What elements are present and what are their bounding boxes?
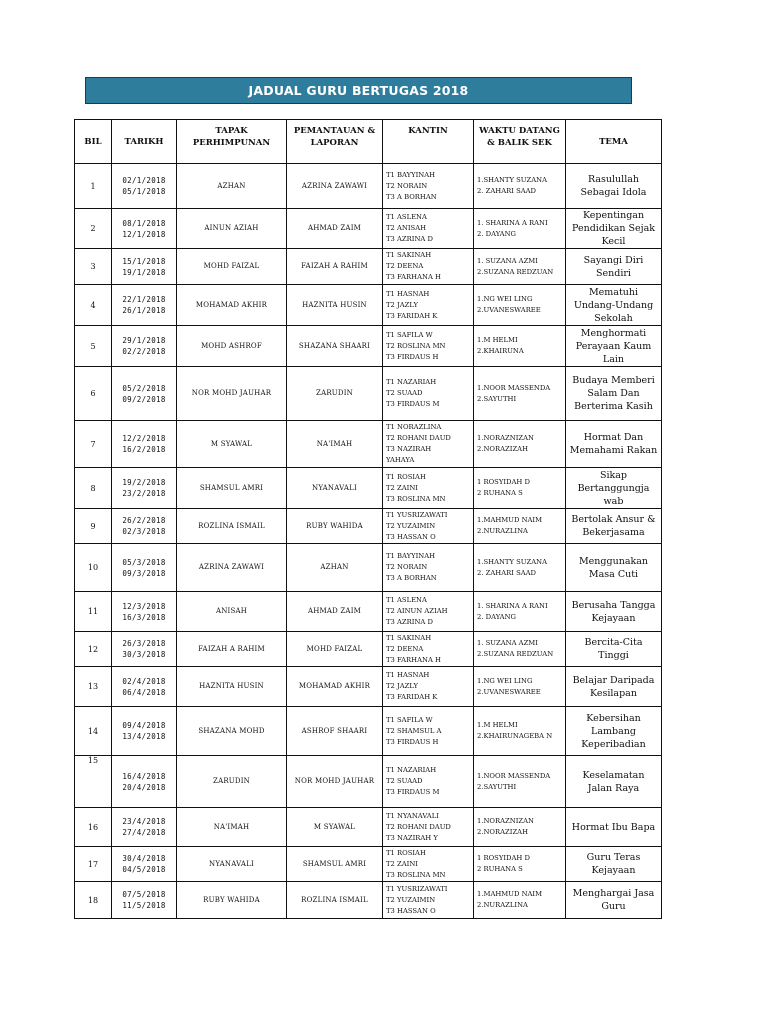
table-row bbox=[75, 249, 662, 285]
cell-pemantauan: ROZLINA ISMAIL bbox=[287, 882, 383, 919]
cell-tema: Sayangi Diri Sendiri bbox=[566, 249, 662, 285]
cell-kantin-line: T2 DEENA bbox=[386, 262, 424, 270]
cell-waktu bbox=[474, 882, 566, 919]
cell-tapak-perhimpunan: ZARUDIN bbox=[177, 756, 287, 808]
cell-tapak-perhimpunan: AZRINA ZAWAWI bbox=[177, 544, 287, 592]
cell-tapak-perhimpunan: FAIZAH A RAHIM bbox=[177, 632, 287, 667]
cell-kantin bbox=[383, 544, 474, 592]
table-row bbox=[75, 667, 662, 707]
cell-tarikh-line: 16/2/2018 bbox=[122, 445, 166, 454]
cell-kantin-line: T1 NAZARIAH bbox=[386, 766, 437, 774]
cell-kantin-line: T3 FARIDAH K bbox=[386, 693, 438, 701]
cell-kantin bbox=[383, 164, 474, 209]
cell-kantin bbox=[383, 421, 474, 468]
cell-kantin-line: T3 A BORHAN bbox=[386, 192, 437, 201]
cell-tarikh-line: 05/3/2018 bbox=[122, 557, 166, 567]
table-row bbox=[75, 544, 662, 592]
cell-waktu bbox=[474, 468, 566, 509]
cell-waktu-line: 2.NORAZIZAH bbox=[477, 828, 528, 836]
duty-schedule-table bbox=[74, 119, 662, 919]
header-tema: TEMA bbox=[566, 120, 662, 164]
cell-tarikh-line: 15/1/2018 bbox=[122, 256, 166, 266]
table-row bbox=[75, 632, 662, 667]
cell-tapak-perhimpunan: SHAZANA MOHD bbox=[177, 707, 287, 756]
cell-kantin-line: T3 HASSAN O bbox=[386, 532, 436, 541]
table-row bbox=[75, 882, 662, 919]
cell-kantin-line: T3 FIRDAUS M bbox=[386, 788, 440, 796]
cell-pemantauan: SHAMSUL AMRI bbox=[287, 847, 383, 882]
cell-tarikh-line: 06/4/2018 bbox=[122, 687, 166, 697]
table-row bbox=[75, 592, 662, 632]
cell-waktu-line: 2. ZAHARI SAAD bbox=[477, 568, 536, 577]
cell-bil: 5 bbox=[75, 326, 112, 367]
cell-bil: 12 bbox=[75, 632, 112, 667]
cell-kantin bbox=[383, 707, 474, 756]
cell-pemantauan: FAIZAH A RAHIM bbox=[287, 249, 383, 285]
cell-tarikh-line: 07/5/2018 bbox=[122, 890, 166, 899]
cell-waktu-line: 1.NORAZNIZAN bbox=[477, 817, 534, 825]
cell-tarikh-line: 19/2/2018 bbox=[122, 478, 166, 487]
table-row bbox=[75, 847, 662, 882]
cell-tarikh-line: 27/4/2018 bbox=[122, 828, 166, 837]
cell-pemantauan: MOHD FAIZAL bbox=[287, 632, 383, 667]
cell-kantin-line: T1 SAFILA W bbox=[386, 715, 433, 724]
cell-pemantauan: SHAZANA SHAARI bbox=[287, 326, 383, 367]
cell-waktu-line: 2 RUHANA S bbox=[477, 489, 523, 497]
cell-tarikh-line: 02/4/2018 bbox=[122, 676, 166, 686]
cell-tarikh-line: 26/3/2018 bbox=[122, 639, 166, 648]
cell-tarikh-line: 22/1/2018 bbox=[122, 295, 166, 304]
cell-tarikh-line: 30/4/2018 bbox=[122, 854, 166, 863]
cell-waktu-line: 2. ZAHARI SAAD bbox=[477, 187, 536, 195]
cell-waktu-line: 1. SHARINA A RANI bbox=[477, 218, 548, 227]
cell-kantin-line: T2 SHAMSUL A bbox=[386, 726, 442, 735]
cell-tema: Kepentingan Pendidikan Sejak Kecil bbox=[566, 209, 662, 249]
cell-waktu-line: 2. DAYANG bbox=[477, 229, 516, 238]
cell-tarikh bbox=[112, 509, 177, 544]
cell-pemantauan: ZARUDIN bbox=[287, 367, 383, 421]
cell-waktu-line: 2.UVANESWAREE bbox=[477, 687, 541, 696]
cell-pemantauan: AZRINA ZAWAWI bbox=[287, 164, 383, 209]
cell-tarikh-line: 20/4/2018 bbox=[122, 782, 166, 792]
cell-kantin-line: T1 YUSRIZAWATI bbox=[386, 510, 448, 519]
cell-kantin-line: T2 ROSLINA MN bbox=[386, 341, 446, 350]
cell-tema: Bertolak Ansur & Bekerjasama bbox=[566, 509, 662, 544]
cell-kantin-line: T1 SAKINAH bbox=[386, 633, 432, 642]
cell-tarikh-line: 04/5/2018 bbox=[122, 865, 166, 874]
cell-tarikh-line: 09/4/2018 bbox=[122, 721, 166, 730]
cell-kantin-line: T3 HASSAN O bbox=[386, 906, 436, 915]
cell-kantin-line: T1 HASNAH bbox=[386, 289, 430, 298]
cell-tapak-perhimpunan: MOHAMAD AKHIR bbox=[177, 285, 287, 326]
cell-waktu-line: 1.MAHMUD NAIM bbox=[477, 516, 543, 524]
cell-pemantauan: NOR MOHD JAUHAR bbox=[287, 756, 383, 808]
cell-waktu-line: 2 RUHANA S bbox=[477, 865, 523, 873]
header-tarikh: TARIKH bbox=[112, 120, 177, 164]
cell-tema: Budaya Memberi Salam Dan Berterima Kasih bbox=[566, 367, 662, 421]
cell-tema: Sikap Bertanggungja wab bbox=[566, 468, 662, 509]
cell-tarikh-line: 23/4/2018 bbox=[122, 817, 166, 826]
cell-waktu-line: 1.NG WEI LING bbox=[477, 295, 533, 303]
table-row bbox=[75, 209, 662, 249]
cell-tarikh-line: 05/2/2018 bbox=[122, 383, 166, 393]
cell-waktu-line: 2.KHAIRUNA bbox=[477, 347, 524, 355]
cell-tarikh-line: 05/1/2018 bbox=[122, 187, 166, 196]
cell-tarikh-line: 26/2/2018 bbox=[122, 516, 166, 525]
cell-kantin-line: T1 ROSIAH bbox=[386, 472, 426, 481]
cell-waktu bbox=[474, 756, 566, 808]
cell-tarikh-line: 02/2/2018 bbox=[122, 347, 166, 356]
cell-bil: 13 bbox=[75, 667, 112, 707]
cell-waktu bbox=[474, 249, 566, 285]
cell-tarikh bbox=[112, 632, 177, 667]
cell-tapak-perhimpunan: M SYAWAL bbox=[177, 421, 287, 468]
cell-tema: Mematuhi Undang-Undang Sekolah bbox=[566, 285, 662, 326]
cell-tema: Bercita-Cita Tinggi bbox=[566, 632, 662, 667]
cell-waktu-line: 1. SUZANA AZMI bbox=[477, 256, 538, 265]
cell-waktu-line: 2.NURAZLINA bbox=[477, 901, 528, 909]
cell-tarikh bbox=[112, 421, 177, 468]
cell-tarikh-line: 13/4/2018 bbox=[122, 732, 166, 741]
cell-kantin bbox=[383, 592, 474, 632]
cell-kantin bbox=[383, 882, 474, 919]
cell-waktu-line: 2.UVANESWAREE bbox=[477, 306, 541, 314]
cell-pemantauan: HAZNITA HUSIN bbox=[287, 285, 383, 326]
cell-kantin-line: T1 ROSIAH bbox=[386, 848, 426, 857]
cell-waktu-line: 1.NORAZNIZAN bbox=[477, 434, 534, 442]
cell-tarikh-line: 12/3/2018 bbox=[122, 601, 166, 611]
cell-pemantauan: AZHAN bbox=[287, 544, 383, 592]
cell-waktu-line: 1.NOOR MASSENDA bbox=[477, 383, 551, 392]
cell-tema: Menghormati Perayaan Kaum Lain bbox=[566, 326, 662, 367]
cell-kantin bbox=[383, 632, 474, 667]
cell-kantin-line: T3 AZRINA D bbox=[386, 618, 433, 626]
cell-tarikh bbox=[112, 249, 177, 285]
page-title: JADUAL GURU BERTUGAS 2018 bbox=[248, 83, 469, 98]
cell-kantin-line: T2 ROHANI DAUD bbox=[386, 822, 451, 831]
cell-kantin-line: T2 YUZAIMIN bbox=[386, 521, 436, 530]
table-row bbox=[75, 421, 662, 468]
cell-kantin-line: T3 FARHANA H bbox=[386, 273, 441, 281]
cell-waktu bbox=[474, 421, 566, 468]
cell-pemantauan: AHMAD ZAIM bbox=[287, 209, 383, 249]
cell-waktu-line: 1. SUZANA AZMI bbox=[477, 639, 538, 647]
table-row bbox=[75, 707, 662, 756]
cell-tarikh bbox=[112, 209, 177, 249]
cell-bil: 8 bbox=[75, 468, 112, 509]
cell-kantin bbox=[383, 249, 474, 285]
table-row bbox=[75, 367, 662, 421]
cell-waktu bbox=[474, 808, 566, 847]
cell-kantin-line: T2 ZAINI bbox=[386, 483, 418, 492]
cell-waktu bbox=[474, 509, 566, 544]
cell-kantin bbox=[383, 326, 474, 367]
cell-waktu bbox=[474, 667, 566, 707]
cell-tarikh bbox=[112, 367, 177, 421]
cell-kantin-line: T3 NAZIRAH Y bbox=[386, 833, 438, 842]
cell-tarikh bbox=[112, 164, 177, 209]
cell-bil: 4 bbox=[75, 285, 112, 326]
cell-waktu-line: 2.NORAZIZAH bbox=[477, 445, 528, 453]
cell-kantin bbox=[383, 808, 474, 847]
cell-waktu-line: 1.NOOR MASSENDA bbox=[477, 771, 551, 780]
cell-tarikh-line: 16/3/2018 bbox=[122, 612, 166, 622]
table-row bbox=[75, 285, 662, 326]
cell-kantin-line: T2 SUAAD bbox=[386, 777, 423, 785]
cell-pemantauan: NA'IMAH bbox=[287, 421, 383, 468]
cell-waktu-line: 1 ROSYIDAH D bbox=[477, 478, 530, 486]
cell-kantin-line: T3 AZRINA D bbox=[386, 235, 433, 243]
cell-tarikh bbox=[112, 707, 177, 756]
cell-waktu-line: 2.KHAIRUNAGEBA N bbox=[477, 732, 553, 740]
cell-tapak-perhimpunan: MOHD ASHROF bbox=[177, 326, 287, 367]
cell-waktu bbox=[474, 285, 566, 326]
cell-waktu-line: 1.M HELMI bbox=[477, 336, 518, 344]
cell-waktu-line: 1.SHANTY SUZANA bbox=[477, 176, 547, 184]
cell-waktu-line: 2.SAYUTHI bbox=[477, 782, 517, 791]
cell-pemantauan: AHMAD ZAIM bbox=[287, 592, 383, 632]
cell-tema: Guru Teras Kejayaan bbox=[566, 847, 662, 882]
cell-kantin-line: T3 FARIDAH K bbox=[386, 311, 438, 320]
cell-waktu bbox=[474, 592, 566, 632]
cell-bil: 11 bbox=[75, 592, 112, 632]
cell-tema: Hormat Ibu Bapa bbox=[566, 808, 662, 847]
cell-kantin-line: T2 JAZLY bbox=[386, 682, 418, 690]
cell-bil: 9 bbox=[75, 509, 112, 544]
header-pemantauan: PEMANTAUAN & LAPORAN bbox=[287, 120, 383, 164]
cell-tarikh-line: 11/5/2018 bbox=[122, 901, 166, 910]
header-bil: BIL bbox=[75, 120, 112, 164]
cell-tapak-perhimpunan: AZHAN bbox=[177, 164, 287, 209]
cell-tema: Rasulullah Sebagai Idola bbox=[566, 164, 662, 209]
cell-kantin-line: T2 ROHANI DAUD bbox=[386, 434, 451, 442]
cell-kantin-line: T3 FIRDAUS H bbox=[386, 352, 439, 361]
cell-kantin bbox=[383, 847, 474, 882]
cell-pemantauan: ASHROF SHAARI bbox=[287, 707, 383, 756]
cell-kantin-line: T3 ROSLINA MN bbox=[386, 870, 446, 879]
cell-bil: 2 bbox=[75, 209, 112, 249]
cell-bil: 3 bbox=[75, 249, 112, 285]
cell-kantin bbox=[383, 209, 474, 249]
cell-kantin-line: YAHAYA bbox=[386, 456, 415, 464]
cell-bil: 10 bbox=[75, 544, 112, 592]
cell-tarikh-line: 29/1/2018 bbox=[122, 336, 166, 345]
cell-kantin-line: T1 ASLENA bbox=[386, 596, 427, 604]
cell-tema: Kebersihan Lambang Keperibadian bbox=[566, 707, 662, 756]
cell-tapak-perhimpunan: RUBY WAHIDA bbox=[177, 882, 287, 919]
cell-kantin-line: T3 A BORHAN bbox=[386, 574, 437, 582]
cell-tarikh-line: 23/2/2018 bbox=[122, 489, 166, 498]
cell-waktu bbox=[474, 632, 566, 667]
cell-tema: Berusaha Tangga Kejayaan bbox=[566, 592, 662, 632]
cell-tarikh-line: 09/3/2018 bbox=[122, 568, 166, 578]
cell-waktu bbox=[474, 367, 566, 421]
cell-waktu-line: 1.SHANTY SUZANA bbox=[477, 557, 547, 566]
cell-waktu-line: 2. DAYANG bbox=[477, 612, 516, 621]
cell-tarikh bbox=[112, 285, 177, 326]
cell-tarikh-line: 30/3/2018 bbox=[122, 650, 166, 659]
cell-kantin-line: T2 NORAIN bbox=[386, 181, 428, 190]
cell-tarikh-line: 19/1/2018 bbox=[122, 267, 166, 277]
cell-bil: 1 bbox=[75, 164, 112, 209]
cell-tarikh-line: 02/3/2018 bbox=[122, 527, 166, 536]
cell-waktu-line: 2.NURAZLINA bbox=[477, 527, 528, 535]
cell-kantin-line: T2 AINUN AZIAH bbox=[386, 607, 448, 615]
cell-tema: Menggunakan Masa Cuti bbox=[566, 544, 662, 592]
cell-bil: 18 bbox=[75, 882, 112, 919]
cell-tarikh bbox=[112, 592, 177, 632]
cell-tapak-perhimpunan: HAZNITA HUSIN bbox=[177, 667, 287, 707]
cell-kantin-line: T1 HASNAH bbox=[386, 671, 430, 679]
cell-kantin-line: T1 SAKINAH bbox=[386, 251, 432, 259]
cell-tapak-perhimpunan: ROZLINA ISMAIL bbox=[177, 509, 287, 544]
cell-bil: 6 bbox=[75, 367, 112, 421]
cell-tarikh-line: 08/1/2018 bbox=[122, 218, 166, 228]
cell-kantin bbox=[383, 367, 474, 421]
cell-tarikh bbox=[112, 882, 177, 919]
cell-kantin-line: T3 FIRDAUS H bbox=[386, 737, 439, 746]
cell-tema: Menghargai Jasa Guru bbox=[566, 882, 662, 919]
cell-tarikh-line: 12/1/2018 bbox=[122, 229, 166, 239]
cell-tarikh-line: 26/1/2018 bbox=[122, 306, 166, 315]
cell-pemantauan: M SYAWAL bbox=[287, 808, 383, 847]
cell-kantin-line: T1 ASLENA bbox=[386, 213, 427, 221]
cell-tarikh bbox=[112, 808, 177, 847]
cell-waktu-line: 1. SHARINA A RANI bbox=[477, 601, 548, 610]
cell-kantin-line: T1 BAYYINAH bbox=[386, 170, 436, 179]
cell-tarikh-line: 02/1/2018 bbox=[122, 176, 166, 185]
cell-waktu bbox=[474, 164, 566, 209]
cell-kantin-line: T2 DEENA bbox=[386, 644, 424, 653]
cell-bil: 16 bbox=[75, 808, 112, 847]
cell-kantin bbox=[383, 285, 474, 326]
table-row bbox=[75, 164, 662, 209]
table-row bbox=[75, 326, 662, 367]
cell-bil: 14 bbox=[75, 707, 112, 756]
cell-kantin-line: T2 YUZAIMIN bbox=[386, 895, 436, 904]
cell-kantin bbox=[383, 756, 474, 808]
table-row bbox=[75, 808, 662, 847]
cell-kantin-line: T1 BAYYINAH bbox=[386, 552, 436, 560]
cell-tapak-perhimpunan: NA'IMAH bbox=[177, 808, 287, 847]
cell-tarikh bbox=[112, 468, 177, 509]
cell-kantin-line: T2 JAZLY bbox=[386, 300, 418, 309]
cell-kantin-line: T3 FARHANA H bbox=[386, 655, 441, 664]
cell-waktu bbox=[474, 326, 566, 367]
cell-pemantauan: NYANAVALI bbox=[287, 468, 383, 509]
cell-tarikh bbox=[112, 544, 177, 592]
cell-tapak-perhimpunan: SHAMSUL AMRI bbox=[177, 468, 287, 509]
cell-tapak-perhimpunan: NYANAVALI bbox=[177, 847, 287, 882]
cell-tapak-perhimpunan: ANISAH bbox=[177, 592, 287, 632]
cell-waktu bbox=[474, 209, 566, 249]
cell-waktu-line: 2.SAYUTHI bbox=[477, 394, 517, 403]
cell-waktu-line: 1.NG WEI LING bbox=[477, 676, 533, 685]
cell-tapak-perhimpunan: AINUN AZIAH bbox=[177, 209, 287, 249]
header-kantin: KANTIN bbox=[383, 120, 474, 164]
table-row bbox=[75, 468, 662, 509]
table-row bbox=[75, 509, 662, 544]
cell-waktu bbox=[474, 544, 566, 592]
cell-tarikh bbox=[112, 756, 177, 808]
cell-kantin-line: T1 NYANAVALI bbox=[386, 811, 439, 820]
cell-kantin-line: T3 NAZIRAH bbox=[386, 445, 432, 453]
header-waktu: WAKTU DATANG & BALIK SEK bbox=[474, 120, 566, 164]
cell-waktu-line: 1.MAHMUD NAIM bbox=[477, 890, 543, 898]
cell-waktu-line: 2.SUZANA REDZUAN bbox=[477, 650, 554, 658]
cell-kantin-line: T1 YUSRIZAWATI bbox=[386, 884, 448, 893]
cell-waktu bbox=[474, 847, 566, 882]
cell-waktu-line: 1.M HELMI bbox=[477, 721, 518, 729]
cell-tarikh bbox=[112, 847, 177, 882]
cell-tarikh-line: 16/4/2018 bbox=[122, 771, 166, 781]
cell-waktu-line: 2.SUZANA REDZUAN bbox=[477, 267, 554, 276]
cell-tarikh-line: 12/2/2018 bbox=[122, 434, 166, 443]
cell-waktu-line: 1 ROSYIDAH D bbox=[477, 854, 530, 862]
cell-bil: 15 bbox=[75, 756, 112, 808]
cell-kantin-line: T1 NAZARIAH bbox=[386, 378, 437, 386]
cell-tarikh-line: 09/2/2018 bbox=[122, 394, 166, 404]
cell-kantin-line: T3 ROSLINA MN bbox=[386, 494, 446, 503]
cell-kantin bbox=[383, 468, 474, 509]
header-row bbox=[75, 120, 662, 164]
cell-kantin-line: T3 FIRDAUS M bbox=[386, 400, 440, 408]
cell-pemantauan: MOHAMAD AKHIR bbox=[287, 667, 383, 707]
cell-waktu bbox=[474, 707, 566, 756]
table-body bbox=[75, 164, 662, 919]
header-tapak: TAPAK PERHIMPUNAN bbox=[177, 120, 287, 164]
cell-tapak-perhimpunan: MOHD FAIZAL bbox=[177, 249, 287, 285]
cell-tema: Keselamatan Jalan Raya bbox=[566, 756, 662, 808]
cell-kantin bbox=[383, 509, 474, 544]
cell-tarikh bbox=[112, 326, 177, 367]
cell-bil: 7 bbox=[75, 421, 112, 468]
cell-tema: Belajar Daripada Kesilapan bbox=[566, 667, 662, 707]
cell-tarikh bbox=[112, 667, 177, 707]
cell-kantin-line: T1 NORAZLINA bbox=[386, 423, 442, 431]
table-row bbox=[75, 756, 662, 808]
cell-tema: Hormat Dan Memahami Rakan bbox=[566, 421, 662, 468]
cell-pemantauan: RUBY WAHIDA bbox=[287, 509, 383, 544]
cell-kantin-line: T2 ANISAH bbox=[386, 224, 427, 232]
cell-kantin-line: T2 ZAINI bbox=[386, 859, 418, 868]
cell-kantin-line: T2 NORAIN bbox=[386, 563, 428, 571]
cell-kantin-line: T1 SAFILA W bbox=[386, 330, 433, 339]
cell-tapak-perhimpunan: NOR MOHD JAUHAR bbox=[177, 367, 287, 421]
title-banner bbox=[85, 77, 632, 104]
cell-kantin bbox=[383, 667, 474, 707]
cell-bil: 17 bbox=[75, 847, 112, 882]
cell-kantin-line: T2 SUAAD bbox=[386, 389, 423, 397]
